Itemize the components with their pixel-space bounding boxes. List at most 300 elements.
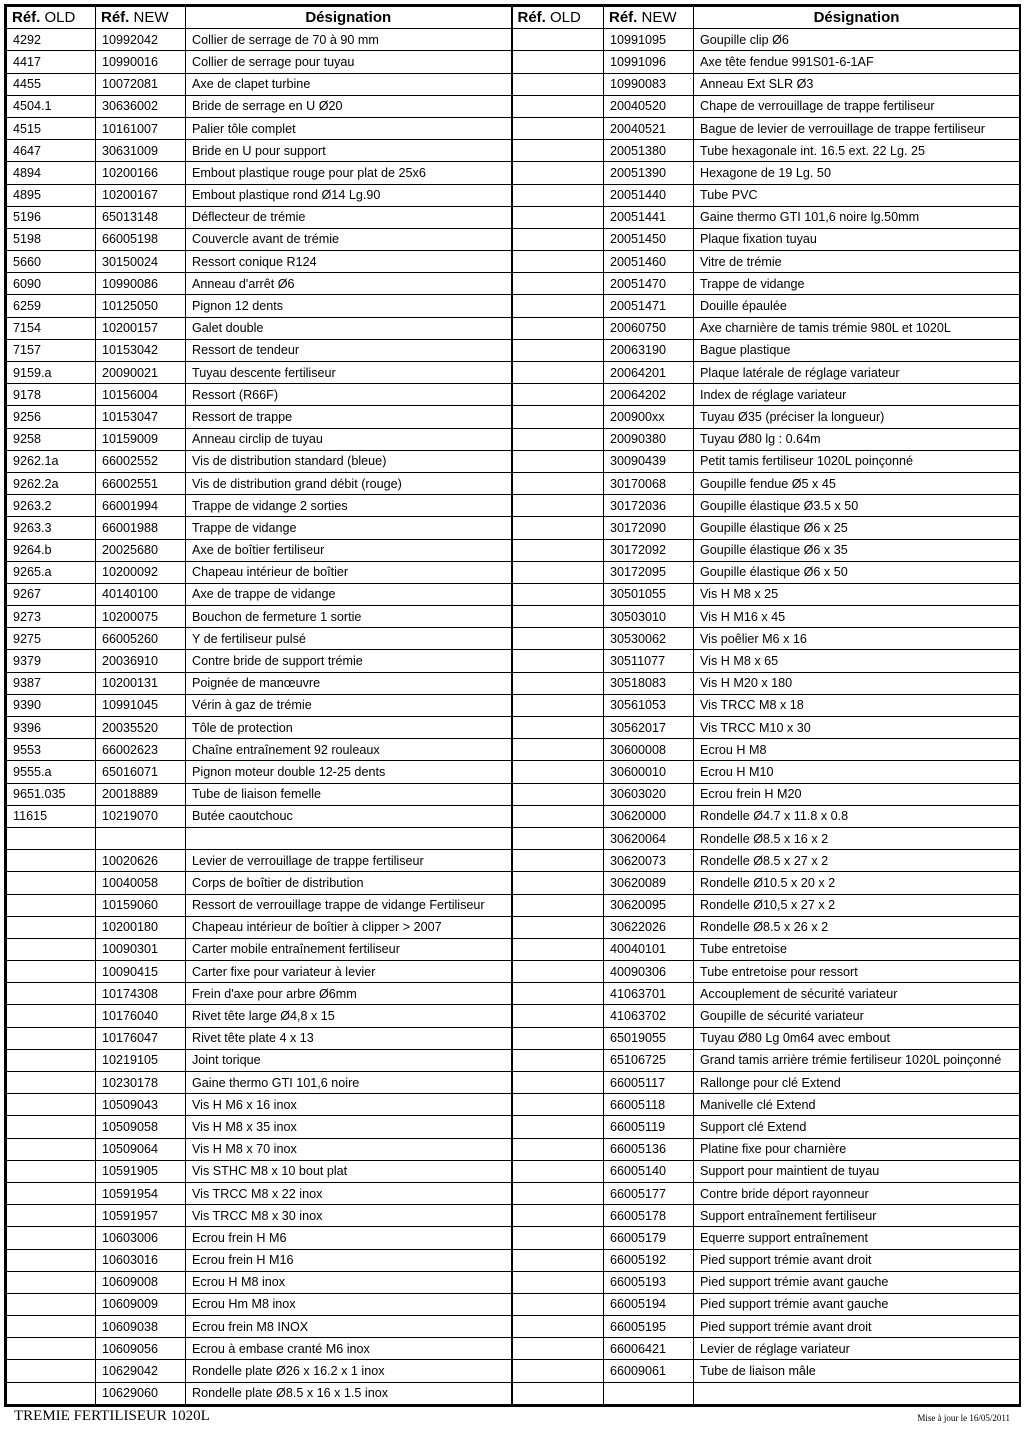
cell-designation-left: Vis de distribution grand débit (rouge)	[186, 472, 512, 494]
table-row	[7, 1182, 1020, 1204]
cell-ref-old-right	[512, 140, 604, 162]
cell-ref-old-right	[512, 51, 604, 73]
table-row	[7, 938, 1020, 960]
cell-ref-new-right: 66009061	[604, 1360, 694, 1382]
cell-ref-old-right	[512, 1072, 604, 1094]
cell-ref-old-right	[512, 983, 604, 1005]
cell-ref-new-left: 10200166	[96, 162, 186, 184]
cell-ref-new-left: 10629042	[96, 1360, 186, 1382]
table-row	[7, 73, 1020, 95]
cell-designation-left: Ecrou H M8 inox	[186, 1271, 512, 1293]
cell-designation-left: Frein d'axe pour arbre Ø6mm	[186, 983, 512, 1005]
cell-ref-old-left	[7, 1338, 96, 1360]
cell-ref-new-right: 66006421	[604, 1338, 694, 1360]
cell-designation-left: Axe de trappe de vidange	[186, 583, 512, 605]
table-row	[7, 805, 1020, 827]
cell-ref-new-right: 66005178	[604, 1205, 694, 1227]
cell-ref-new-left: 10609038	[96, 1316, 186, 1338]
cell-ref-new-right: 30620073	[604, 850, 694, 872]
cell-ref-new-right: 66005136	[604, 1138, 694, 1160]
table-row	[7, 1360, 1020, 1382]
cell-designation-left: Vis de distribution standard (bleue)	[186, 450, 512, 472]
cell-ref-old-left	[7, 916, 96, 938]
cell-designation-right: Levier de réglage variateur	[694, 1338, 1020, 1360]
cell-designation-right: Support pour maintient de tuyau	[694, 1160, 1020, 1182]
cell-ref-new-right: 41063701	[604, 983, 694, 1005]
cell-designation-left: Collier de serrage pour tuyau	[186, 51, 512, 73]
cell-designation-left: Tuyau descente fertiliseur	[186, 362, 512, 384]
cell-designation-right: Gaine thermo GTI 101,6 noire lg.50mm	[694, 206, 1020, 228]
cell-designation-left: Axe de boîtier fertiliseur	[186, 539, 512, 561]
cell-ref-old-left: 9265.a	[7, 561, 96, 583]
cell-ref-old-right	[512, 717, 604, 739]
cell-designation-left: Bride de serrage en U Ø20	[186, 95, 512, 117]
cell-designation-left: Vis TRCC M8 x 22 inox	[186, 1182, 512, 1204]
table-row	[7, 140, 1020, 162]
cell-ref-new-left: 10153047	[96, 406, 186, 428]
cell-designation-left: Ressort de verrouillage trappe de vidange Fertiliseur	[186, 894, 512, 916]
parts-table-sheet	[4, 4, 1021, 1407]
cell-ref-old-left	[7, 1005, 96, 1027]
cell-ref-new-right: 30170068	[604, 472, 694, 494]
table-row	[7, 1005, 1020, 1027]
cell-ref-old-right	[512, 295, 604, 317]
table-row	[7, 1116, 1020, 1138]
cell-ref-new-left: 66002552	[96, 450, 186, 472]
cell-designation-right: Pied support trémie avant gauche	[694, 1271, 1020, 1293]
table-row	[7, 317, 1020, 339]
cell-designation-right: Contre bride déport rayonneur	[694, 1182, 1020, 1204]
cell-designation-left: Ressort (R66F)	[186, 384, 512, 406]
cell-ref-old-right	[512, 938, 604, 960]
cell-designation-left: Axe de clapet turbine	[186, 73, 512, 95]
cell-designation-right: Tuyau Ø35 (préciser la longueur)	[694, 406, 1020, 428]
cell-ref-old-right	[512, 672, 604, 694]
cell-designation-right: Tube entretoise	[694, 938, 1020, 960]
table-row	[7, 983, 1020, 1005]
cell-ref-old-right	[512, 95, 604, 117]
cell-ref-new-left: 10991045	[96, 694, 186, 716]
cell-ref-old-right	[512, 1227, 604, 1249]
cell-ref-new-right	[604, 1382, 694, 1404]
cell-designation-left: Collier de serrage de 70 à 90 mm	[186, 29, 512, 51]
cell-ref-new-right: 66005193	[604, 1271, 694, 1293]
cell-ref-new-left: 10219105	[96, 1049, 186, 1071]
cell-designation-right: Vis H M20 x 180	[694, 672, 1020, 694]
cell-ref-old-left	[7, 1360, 96, 1382]
cell-designation-right: Tube hexagonale int. 16.5 ext. 22 Lg. 25	[694, 140, 1020, 162]
cell-designation-left: Chaîne entraînement 92 rouleaux	[186, 739, 512, 761]
cell-ref-new-left: 20036910	[96, 650, 186, 672]
cell-designation-right: Ecrou H M8	[694, 739, 1020, 761]
cell-designation-right: Support clé Extend	[694, 1116, 1020, 1138]
table-row	[7, 295, 1020, 317]
cell-ref-old-left: 5660	[7, 251, 96, 273]
cell-designation-right: Goupille de sécurité variateur	[694, 1005, 1020, 1027]
cell-designation-right: Trappe de vidange	[694, 273, 1020, 295]
cell-ref-new-right: 30562017	[604, 717, 694, 739]
cell-ref-new-left: 10174308	[96, 983, 186, 1005]
cell-ref-old-left: 5196	[7, 206, 96, 228]
table-row	[7, 739, 1020, 761]
table-row	[7, 495, 1020, 517]
cell-ref-new-left: 66005260	[96, 628, 186, 650]
cell-ref-new-right: 20040521	[604, 117, 694, 139]
cell-ref-old-right	[512, 1049, 604, 1071]
cell-designation-left: Embout plastique rouge pour plat de 25x6	[186, 162, 512, 184]
cell-ref-new-right: 20051450	[604, 228, 694, 250]
cell-designation-left: Ecrou frein H M6	[186, 1227, 512, 1249]
cell-designation-right: Pied support trémie avant gauche	[694, 1293, 1020, 1315]
cell-ref-old-right	[512, 1182, 604, 1204]
cell-ref-old-left: 9275	[7, 628, 96, 650]
cell-ref-new-right: 20064202	[604, 384, 694, 406]
cell-ref-old-left: 4515	[7, 117, 96, 139]
table-row	[7, 761, 1020, 783]
cell-designation-right: Index de réglage variateur	[694, 384, 1020, 406]
cell-designation-right: Goupille clip Ø6	[694, 29, 1020, 51]
cell-ref-old-left	[7, 1116, 96, 1138]
cell-ref-new-left: 10629060	[96, 1382, 186, 1404]
cell-designation-left: Contre bride de support trémie	[186, 650, 512, 672]
table-row	[7, 1138, 1020, 1160]
cell-ref-old-right	[512, 850, 604, 872]
cell-designation-left: Carter fixe pour variateur à levier	[186, 961, 512, 983]
cell-ref-old-right	[512, 206, 604, 228]
cell-ref-old-right	[512, 1094, 604, 1116]
table-row	[7, 117, 1020, 139]
cell-ref-old-left: 4417	[7, 51, 96, 73]
cell-ref-new-left: 66002623	[96, 739, 186, 761]
cell-designation-right: Rondelle Ø8.5 x 26 x 2	[694, 916, 1020, 938]
cell-ref-old-right	[512, 1338, 604, 1360]
table-row	[7, 1293, 1020, 1315]
header-ref-new-right: Réf. NEW	[604, 7, 694, 29]
cell-ref-old-right	[512, 73, 604, 95]
cell-ref-new-right: 66005119	[604, 1116, 694, 1138]
table-row	[7, 206, 1020, 228]
cell-ref-new-right: 30620095	[604, 894, 694, 916]
cell-ref-new-right: 65106725	[604, 1049, 694, 1071]
cell-ref-new-left: 10200167	[96, 184, 186, 206]
table-row	[7, 184, 1020, 206]
cell-designation-right: Goupille élastique Ø6 x 50	[694, 561, 1020, 583]
table-row	[7, 1382, 1020, 1404]
cell-ref-new-right: 20051380	[604, 140, 694, 162]
cell-ref-old-left: 7157	[7, 339, 96, 361]
cell-designation-right: Vis H M8 x 65	[694, 650, 1020, 672]
cell-ref-old-left	[7, 983, 96, 1005]
table-row	[7, 872, 1020, 894]
cell-designation-right: Plaque latérale de réglage variateur	[694, 362, 1020, 384]
cell-designation-left: Chapeau intérieur de boîtier	[186, 561, 512, 583]
table-row	[7, 694, 1020, 716]
table-row	[7, 384, 1020, 406]
cell-designation-right: Douille épaulée	[694, 295, 1020, 317]
cell-ref-old-left: 9178	[7, 384, 96, 406]
cell-ref-new-right: 30561053	[604, 694, 694, 716]
cell-ref-new-right: 20051470	[604, 273, 694, 295]
cell-designation-right: Accouplement de sécurité variateur	[694, 983, 1020, 1005]
cell-ref-new-left: 10200157	[96, 317, 186, 339]
cell-ref-old-right	[512, 362, 604, 384]
table-row	[7, 1049, 1020, 1071]
cell-designation-left: Bride en U pour support	[186, 140, 512, 162]
cell-ref-new-right: 30600010	[604, 761, 694, 783]
cell-ref-old-left: 4894	[7, 162, 96, 184]
cell-ref-old-right	[512, 1205, 604, 1227]
cell-designation-left: Vérin à gaz de trémie	[186, 694, 512, 716]
cell-ref-new-right: 30603020	[604, 783, 694, 805]
cell-ref-old-right	[512, 872, 604, 894]
cell-designation-left: Joint torique	[186, 1049, 512, 1071]
cell-ref-old-left: 9267	[7, 583, 96, 605]
cell-ref-old-left: 7154	[7, 317, 96, 339]
cell-ref-old-left: 9159.a	[7, 362, 96, 384]
cell-ref-new-left: 10090301	[96, 938, 186, 960]
table-row	[7, 29, 1020, 51]
cell-ref-old-right	[512, 184, 604, 206]
cell-ref-new-right: 30620064	[604, 827, 694, 849]
cell-ref-new-right: 20051460	[604, 251, 694, 273]
cell-ref-new-right: 20051441	[604, 206, 694, 228]
cell-ref-old-left	[7, 1094, 96, 1116]
cell-ref-old-right	[512, 539, 604, 561]
cell-designation-left: Galet double	[186, 317, 512, 339]
cell-designation-right: Tube entretoise pour ressort	[694, 961, 1020, 983]
cell-ref-old-left	[7, 1072, 96, 1094]
cell-ref-old-right	[512, 1138, 604, 1160]
header-ref-new-left: Réf. NEW	[96, 7, 186, 29]
table-row	[7, 650, 1020, 672]
table-row	[7, 606, 1020, 628]
cell-designation-right: Rondelle Ø4.7 x 11.8 x 0.8	[694, 805, 1020, 827]
cell-ref-old-left: 4292	[7, 29, 96, 51]
cell-designation-left: Corps de boîtier de distribution	[186, 872, 512, 894]
cell-ref-old-left	[7, 1271, 96, 1293]
cell-ref-old-right	[512, 1382, 604, 1404]
cell-ref-old-left: 9379	[7, 650, 96, 672]
cell-ref-new-left: 20090021	[96, 362, 186, 384]
cell-ref-old-right	[512, 805, 604, 827]
cell-ref-old-right	[512, 406, 604, 428]
cell-ref-new-left: 10509043	[96, 1094, 186, 1116]
cell-ref-old-right	[512, 628, 604, 650]
cell-designation-right: Tuyau Ø80 Lg 0m64 avec embout	[694, 1027, 1020, 1049]
cell-designation-left: Tube de liaison femelle	[186, 783, 512, 805]
cell-designation-left: Vis H M8 x 35 inox	[186, 1116, 512, 1138]
cell-designation-right: Vis H M8 x 25	[694, 583, 1020, 605]
cell-designation-right: Goupille élastique Ø3.5 x 50	[694, 495, 1020, 517]
cell-designation-left: Ecrou à embase cranté M6 inox	[186, 1338, 512, 1360]
cell-ref-new-right: 20063190	[604, 339, 694, 361]
table-row	[7, 428, 1020, 450]
cell-designation-right: Rondelle Ø8.5 x 27 x 2	[694, 850, 1020, 872]
table-row	[7, 450, 1020, 472]
cell-ref-new-left: 10161007	[96, 117, 186, 139]
cell-ref-new-right: 66005195	[604, 1316, 694, 1338]
cell-ref-new-left: 20025680	[96, 539, 186, 561]
table-row	[7, 273, 1020, 295]
cell-ref-new-left: 10509064	[96, 1138, 186, 1160]
cell-ref-new-left: 10992042	[96, 29, 186, 51]
cell-ref-new-left: 10176040	[96, 1005, 186, 1027]
cell-ref-new-left: 10603006	[96, 1227, 186, 1249]
cell-designation-left: Ressort de tendeur	[186, 339, 512, 361]
header-designation-left: Désignation	[186, 7, 512, 29]
cell-ref-old-right	[512, 472, 604, 494]
cell-designation-right: Platine fixe pour charnière	[694, 1138, 1020, 1160]
cell-ref-old-left	[7, 894, 96, 916]
cell-ref-new-left: 66002551	[96, 472, 186, 494]
cell-designation-left: Rondelle plate Ø8.5 x 16 x 1.5 inox	[186, 1382, 512, 1404]
table-row	[7, 472, 1020, 494]
cell-ref-new-left: 10020626	[96, 850, 186, 872]
cell-ref-old-left: 9262.1a	[7, 450, 96, 472]
cell-designation-left: Anneau circlip de tuyau	[186, 428, 512, 450]
cell-ref-old-right	[512, 339, 604, 361]
cell-designation-right: Bague de levier de verrouillage de trappe fertiliseur	[694, 117, 1020, 139]
cell-ref-new-left: 40140100	[96, 583, 186, 605]
table-body	[7, 29, 1020, 1405]
cell-ref-old-right	[512, 583, 604, 605]
cell-ref-old-left: 9396	[7, 717, 96, 739]
cell-ref-old-left: 4647	[7, 140, 96, 162]
cell-ref-new-right: 30172092	[604, 539, 694, 561]
cell-designation-left: Déflecteur de trémie	[186, 206, 512, 228]
cell-ref-old-right	[512, 162, 604, 184]
cell-ref-new-left: 10603016	[96, 1249, 186, 1271]
cell-ref-old-right	[512, 251, 604, 273]
cell-ref-old-left	[7, 1160, 96, 1182]
cell-ref-new-left: 10990086	[96, 273, 186, 295]
cell-ref-old-left: 9555.a	[7, 761, 96, 783]
update-date: Mise à jour le 16/05/2011	[917, 1413, 1010, 1423]
cell-ref-new-right: 30620089	[604, 872, 694, 894]
table-row	[7, 1338, 1020, 1360]
cell-designation-right: Axe charnière de tamis trémie 980L et 1020L	[694, 317, 1020, 339]
cell-ref-old-left: 11615	[7, 805, 96, 827]
cell-ref-new-right: 30600008	[604, 739, 694, 761]
cell-ref-old-left: 9553	[7, 739, 96, 761]
cell-ref-old-right	[512, 1271, 604, 1293]
cell-ref-new-right: 30172090	[604, 517, 694, 539]
cell-ref-new-right: 30518083	[604, 672, 694, 694]
cell-ref-old-left: 6259	[7, 295, 96, 317]
table-row	[7, 362, 1020, 384]
table-row	[7, 406, 1020, 428]
cell-designation-right: Tube PVC	[694, 184, 1020, 206]
cell-ref-new-right: 65019055	[604, 1027, 694, 1049]
table-row	[7, 916, 1020, 938]
cell-ref-old-right	[512, 1027, 604, 1049]
cell-designation-left: Tôle de protection	[186, 717, 512, 739]
cell-designation-left: Couvercle avant de trémie	[186, 228, 512, 250]
cell-designation-right: Petit tamis fertiliseur 1020L poinçonné	[694, 450, 1020, 472]
table-row	[7, 1316, 1020, 1338]
cell-designation-right: Pied support trémie avant droit	[694, 1316, 1020, 1338]
cell-designation-left: Trappe de vidange 2 sorties	[186, 495, 512, 517]
cell-ref-new-left: 10200075	[96, 606, 186, 628]
cell-designation-left: Anneau d'arrêt Ø6	[186, 273, 512, 295]
cell-ref-old-left: 9390	[7, 694, 96, 716]
cell-ref-new-right: 66005194	[604, 1293, 694, 1315]
cell-designation-right: Bague plastique	[694, 339, 1020, 361]
table-row	[7, 894, 1020, 916]
cell-designation-left: Y de fertiliseur pulsé	[186, 628, 512, 650]
cell-ref-new-right: 30503010	[604, 606, 694, 628]
cell-ref-new-right: 41063702	[604, 1005, 694, 1027]
cell-designation-right: Vis poêlier M6 x 16	[694, 628, 1020, 650]
table-row	[7, 95, 1020, 117]
cell-designation-right: Manivelle clé Extend	[694, 1094, 1020, 1116]
table-row	[7, 1271, 1020, 1293]
cell-designation-right: Rondelle Ø10,5 x 27 x 2	[694, 894, 1020, 916]
cell-designation-left: Ecrou frein M8 INOX	[186, 1316, 512, 1338]
cell-designation-right	[694, 1382, 1020, 1404]
cell-ref-new-right: 20040520	[604, 95, 694, 117]
parts-table	[6, 6, 1020, 1405]
cell-designation-right: Goupille élastique Ø6 x 25	[694, 517, 1020, 539]
cell-ref-old-right	[512, 450, 604, 472]
cell-ref-new-right: 66005140	[604, 1160, 694, 1182]
cell-ref-new-left	[96, 827, 186, 849]
cell-ref-new-left: 10990016	[96, 51, 186, 73]
cell-ref-new-left: 20018889	[96, 783, 186, 805]
cell-designation-left: Pignon moteur double 12-25 dents	[186, 761, 512, 783]
cell-ref-new-left: 10609056	[96, 1338, 186, 1360]
cell-designation-left	[186, 827, 512, 849]
table-row	[7, 1227, 1020, 1249]
table-row	[7, 1094, 1020, 1116]
cell-ref-new-left: 66001994	[96, 495, 186, 517]
cell-ref-new-right: 20090380	[604, 428, 694, 450]
cell-ref-old-left	[7, 1249, 96, 1271]
cell-ref-new-left: 10040058	[96, 872, 186, 894]
cell-ref-old-right	[512, 561, 604, 583]
cell-ref-new-left: 10072081	[96, 73, 186, 95]
cell-designation-right: Grand tamis arrière trémie fertiliseur 1020L poinçonné	[694, 1049, 1020, 1071]
table-row	[7, 1205, 1020, 1227]
cell-designation-left: Ecrou Hm M8 inox	[186, 1293, 512, 1315]
table-row	[7, 827, 1020, 849]
table-row	[7, 672, 1020, 694]
cell-ref-old-left	[7, 1316, 96, 1338]
cell-designation-right: Vis TRCC M10 x 30	[694, 717, 1020, 739]
cell-ref-new-right: 30511077	[604, 650, 694, 672]
cell-ref-old-left: 9256	[7, 406, 96, 428]
cell-designation-right: Tuyau Ø80 lg : 0.64m	[694, 428, 1020, 450]
cell-ref-new-right: 30090439	[604, 450, 694, 472]
cell-ref-old-left: 9264.b	[7, 539, 96, 561]
cell-ref-old-right	[512, 694, 604, 716]
cell-ref-new-left: 10609009	[96, 1293, 186, 1315]
table-row	[7, 850, 1020, 872]
cell-designation-left: Vis H M6 x 16 inox	[186, 1094, 512, 1116]
cell-designation-right: Anneau Ext SLR Ø3	[694, 73, 1020, 95]
cell-ref-old-right	[512, 1360, 604, 1382]
cell-ref-new-right: 200900xx	[604, 406, 694, 428]
cell-ref-old-right	[512, 827, 604, 849]
cell-ref-old-left	[7, 827, 96, 849]
cell-ref-old-left	[7, 850, 96, 872]
cell-designation-right: Ecrou frein H M20	[694, 783, 1020, 805]
table-row	[7, 783, 1020, 805]
cell-ref-old-right	[512, 606, 604, 628]
cell-ref-new-right: 10991096	[604, 51, 694, 73]
cell-ref-new-left: 10200180	[96, 916, 186, 938]
cell-designation-right: Vitre de trémie	[694, 251, 1020, 273]
